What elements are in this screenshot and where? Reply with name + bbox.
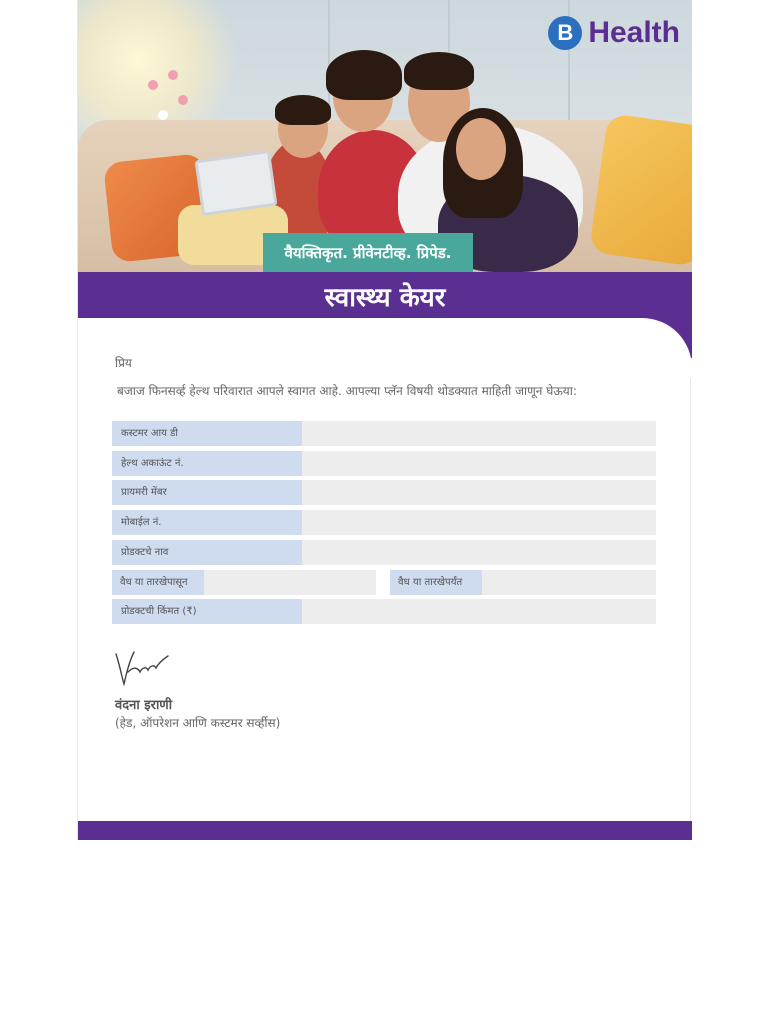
logo-mark: B	[548, 16, 582, 50]
boy-hair	[275, 95, 331, 125]
field-label: मोबाईल नं.	[112, 510, 302, 535]
field-product-name	[112, 540, 656, 565]
field-label: प्रोडक्टचे नाव	[112, 540, 302, 565]
field-label: वैध या तारखेपर्यंत	[390, 570, 482, 595]
intro-text: बजाज फिनसर्व्ह हेल्थ परिवारात आपले स्वागत आहे. आपल्या प्लॅन विषयी थोडक्यात माहिती जाणून घेऊया:	[117, 384, 577, 398]
signatory-title: (हेड, ऑपरेशन आणि कस्टमर सर्व्हीस)	[115, 716, 281, 730]
welcome-letter	[77, 0, 691, 840]
field-product-price	[112, 599, 656, 624]
family-photo	[78, 0, 692, 272]
field-label: वैध या तारखेपासून	[112, 570, 204, 595]
logo-text: Health	[588, 16, 680, 49]
yellow-cushion	[589, 113, 692, 267]
field-label: हेल्थ अकाऊंट नं.	[112, 451, 302, 476]
field-mobile-no	[112, 510, 656, 535]
father-hair	[404, 52, 474, 90]
field-label: प्रोडक्टची किंमत (₹)	[112, 599, 302, 624]
girl-head	[456, 118, 506, 180]
field-customer-id	[112, 421, 656, 446]
field-primary-member	[112, 480, 656, 505]
content-card-curve	[78, 318, 692, 378]
field-label: प्रायमरी मेंबर	[112, 480, 302, 505]
bajaj-health-logo	[548, 16, 680, 50]
signature-image	[112, 646, 172, 688]
signatory-name: वंदना इराणी	[115, 698, 173, 713]
field-valid-from	[112, 570, 376, 595]
tablet-device	[194, 150, 277, 216]
greeting: प्रिय	[115, 356, 132, 370]
field-label: कस्टमर आय डी	[112, 421, 302, 446]
field-health-account-no	[112, 451, 656, 476]
field-valid-to	[390, 570, 656, 595]
footer-bar	[78, 821, 692, 840]
mother-hair	[326, 50, 402, 100]
banner-title: स्वास्थ्य केयर	[324, 283, 446, 313]
tagline-badge: वैयक्तिकृत. प्रीवेनटीव्ह. प्रिपेड.	[263, 233, 473, 272]
